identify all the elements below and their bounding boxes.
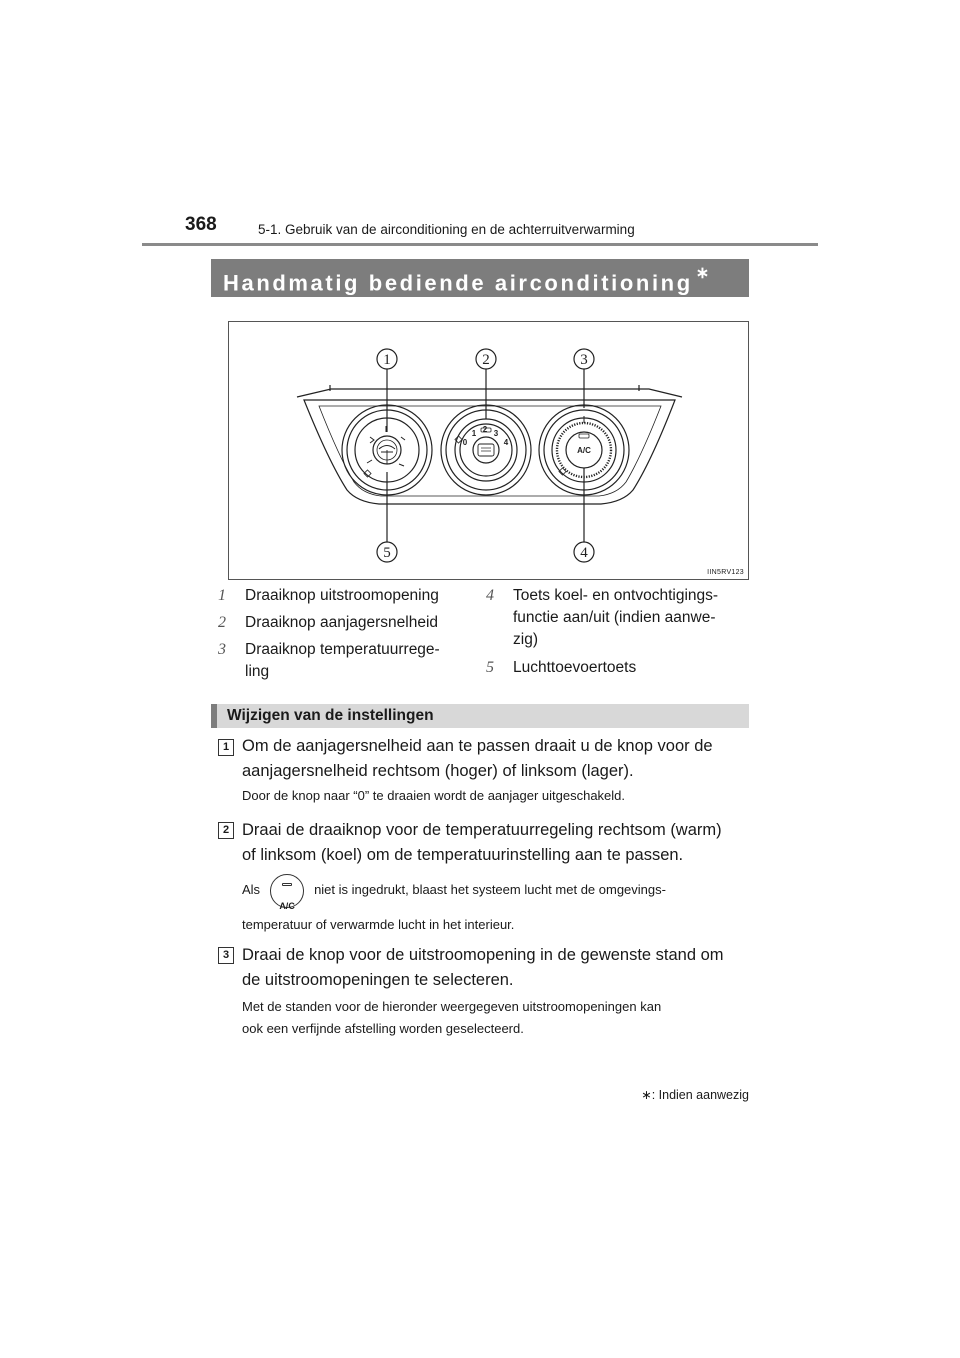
optional-mark: ∗ [695,265,712,282]
dial-mark-1: 1 [471,429,477,438]
legend-item-2 [218,612,448,634]
step-3-text [242,943,746,993]
page-number: 368 [185,214,217,235]
footnote [641,1087,749,1102]
step-2-note-line-2: temperatuur of verwarmde lucht in het interieur. [242,917,515,932]
step-1-line-1: Om de aanjagersnelheid aan te passen draait u de knop voor de [242,737,713,755]
chapter-title: 5-1. Gebruik van de airconditioning en de achterruitverwarming [258,222,635,237]
dial-mark-4: 4 [503,438,509,447]
legend-number: 1 [218,587,226,604]
step-3-note-line-2: ook een verfijnde afstelling worden geselecteerd. [242,1021,524,1036]
dial-mark-2: 2 [482,425,488,434]
legend-text: Toets koel- en ontvochtigings- [513,587,719,604]
legend-item-5 [486,657,746,679]
callout-number-4: 4 [580,545,588,561]
figure-code: IIN5RV123 [707,569,744,576]
legend-text-cont2: zig) [513,631,538,648]
control-panel-figure [228,321,749,580]
legend-number: 3 [218,641,226,658]
legend-item-1 [218,585,448,607]
subsection-header: Wijzigen van de instellingen [211,704,749,728]
legend-item-4 [486,585,746,651]
legend-item-3 [218,639,448,683]
legend-number: 2 [218,614,226,631]
step-2-text [242,818,746,868]
footnote-mark: ∗ [641,1088,652,1102]
step-number-1: 1 [218,739,234,756]
step-3-note-line-1: Met de standen voor de hieronder weergegeven uitstroomopeningen kan [242,999,662,1014]
step-1-note: Door de knop naar “0” te draaien wordt de aanjager uitgeschakeld. [242,788,626,803]
step-2-line-2: of linksom (koel) om de temperatuurinstelling aan te passen. [242,846,684,864]
step-number-3: 3 [218,947,234,964]
callout-number-3: 3 [580,352,588,368]
callout-number-5: 5 [383,545,391,561]
section-title: Handmatig bediende airconditioning [223,270,693,296]
legend-text-cont: functie aan/uit (indien aanwe- [513,609,716,626]
legend-text: Luchttoevoertoets [513,659,637,676]
panel-top-edge [297,389,682,397]
step-number-2: 2 [218,822,234,839]
dial-mark-0: 0 [462,438,468,447]
ac-button-icon [270,874,304,911]
footnote-text: : Indien aanwezig [651,1088,749,1102]
dial-mark-3: 3 [493,429,499,438]
callout-number-1: 1 [383,352,391,368]
callout-number-2: 2 [482,352,490,368]
ac-button-icon-label: A/C [279,900,295,911]
legend-text: Draaiknop temperatuurrege- [245,641,440,658]
step-3-note [242,996,746,1040]
step-3-line-1: Draai de knop voor de uitstroomopening in de gewenste stand om [242,946,724,964]
step-2-note-post: niet is ingedrukt, blaast het systeem lucht met de omgevings- [314,882,666,897]
legend-text: Draaiknop aanjagersnelheid [245,614,439,631]
section-title-banner [211,259,749,297]
step-2-note [242,873,746,909]
step-3-line-2: de uitstroomopeningen te selecteren. [242,971,514,989]
step-2-note-pre: Als [242,882,261,897]
ac-button-label: A/C [577,446,591,455]
legend-text: Draaiknop uitstroomopening [245,587,439,604]
step-2-line-1: Draai de draaiknop voor de temperatuurregeling rechtsom (warm) [242,821,722,839]
step-1-text [242,734,746,784]
step-1-line-2: aanjagersnelheid rechtsom (hoger) of linksom (lager). [242,762,634,780]
control-panel-illustration [229,322,750,581]
legend-number: 5 [486,659,494,676]
legend-number: 4 [486,587,494,604]
legend-text-cont: ling [245,663,270,680]
header-rule [142,243,818,246]
